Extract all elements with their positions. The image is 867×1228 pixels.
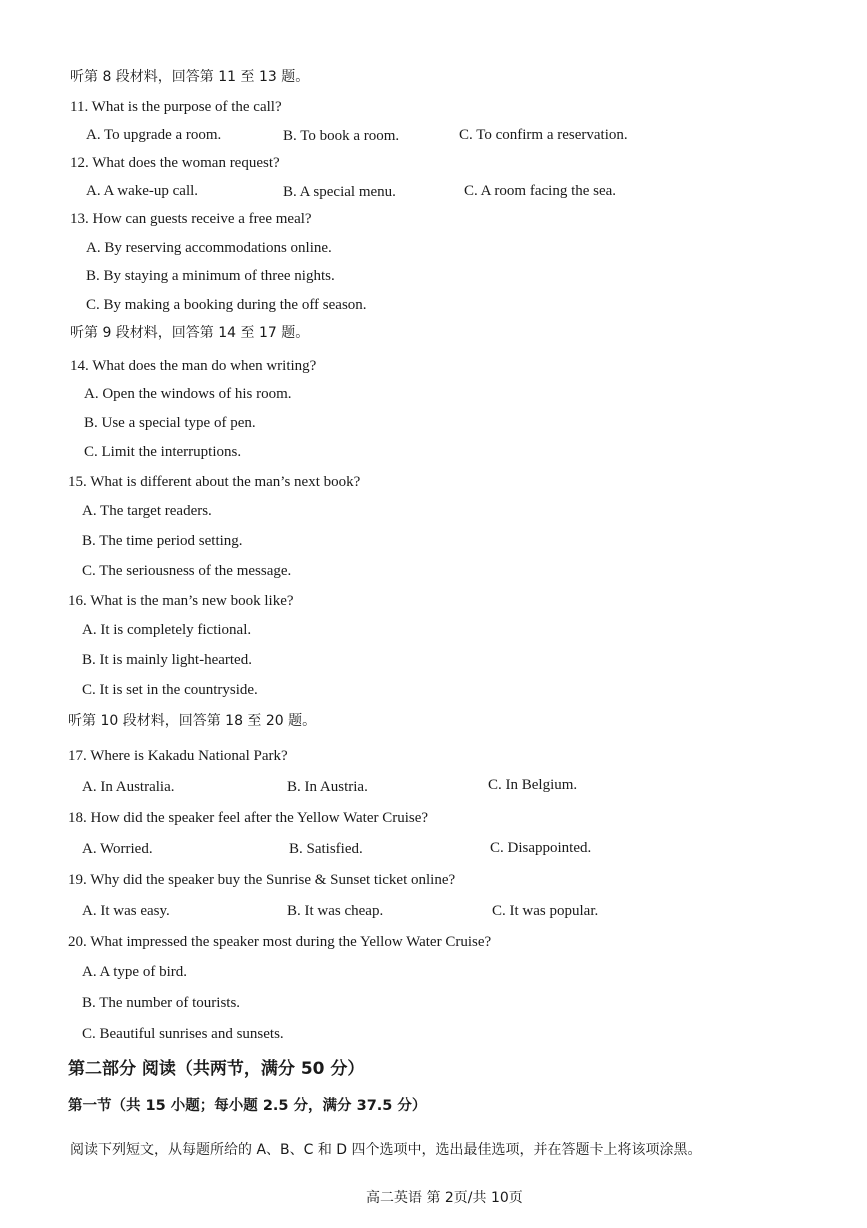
question-14-stem: 14. What does the man do when writing? xyxy=(70,358,317,374)
section-header-8: 听第 8 段材料，回答第 11 至 13 题。 xyxy=(70,69,310,85)
question-14-option-b: B. Use a special type of pen. xyxy=(84,415,256,431)
question-20-option-b: B. The number of tourists. xyxy=(82,995,241,1011)
question-14-option-c: C. Limit the interruptions. xyxy=(84,444,242,460)
part-two-heading: 第二部分 阅读（共两节，满分 50 分） xyxy=(68,1059,365,1079)
question-20-stem: 20. What impressed the speaker most during the Yellow Water Cruise? xyxy=(68,934,492,950)
question-15-option-c: C. The seriousness of the message. xyxy=(82,563,292,579)
question-18-option-c: C. Disappointed. xyxy=(490,840,592,856)
question-11-option-c: C. To confirm a reservation. xyxy=(459,127,628,143)
question-17-stem: 17. Where is Kakadu National Park? xyxy=(68,748,288,764)
question-12-option-c: C. A room facing the sea. xyxy=(464,183,617,199)
question-18-option-a: A. Worried. xyxy=(82,841,153,857)
question-19-option-a: A. It was easy. xyxy=(82,903,170,919)
question-19-option-b: B. It was cheap. xyxy=(287,903,384,919)
question-18-stem: 18. How did the speaker feel after the Yellow Water Cruise? xyxy=(68,810,429,826)
reading-instruction: 阅读下列短文，从每题所给的 A、B、C 和 D 四个选项中，选出最佳选项，并在答题卡上将该项涂黑。 xyxy=(70,1142,702,1158)
question-19-stem: 19. Why did the speaker buy the Sunrise & Sunset ticket online? xyxy=(68,872,456,888)
question-17-option-c: C. In Belgium. xyxy=(488,777,578,793)
question-15-stem: 15. What is different about the man’s next book? xyxy=(68,474,361,490)
question-15-option-a: A. The target readers. xyxy=(82,503,212,519)
question-20-option-a: A. A type of bird. xyxy=(82,964,187,980)
question-17-option-a: A. In Australia. xyxy=(82,779,175,795)
question-14-option-a: A. Open the windows of his room. xyxy=(84,386,292,402)
question-16-option-a: A. It is completely fictional. xyxy=(82,622,252,638)
question-17-option-b: B. In Austria. xyxy=(287,779,368,795)
question-16-stem: 16. What is the man’s new book like? xyxy=(68,593,294,609)
question-12-option-a: A. A wake-up call. xyxy=(86,183,199,199)
section-header-9: 听第 9 段材料，回答第 14 至 17 题。 xyxy=(70,325,310,341)
question-13-option-b: B. By staying a minimum of three nights. xyxy=(86,268,335,284)
page-footer: 高二英语 第 2页/共 10页 xyxy=(366,1190,523,1206)
question-11-option-a: A. To upgrade a room. xyxy=(86,127,222,143)
question-16-option-b: B. It is mainly light-hearted. xyxy=(82,652,252,668)
question-20-option-c: C. Beautiful sunrises and sunsets. xyxy=(82,1026,284,1042)
question-12-option-b: B. A special menu. xyxy=(283,184,396,200)
section-one-subheading: 第一节（共 15 小题；每小题 2.5 分，满分 37.5 分） xyxy=(68,1098,427,1114)
question-16-option-c: C. It is set in the countryside. xyxy=(82,682,258,698)
question-13-option-a: A. By reserving accommodations online. xyxy=(86,240,332,256)
question-12-stem: 12. What does the woman request? xyxy=(70,155,280,171)
question-11-stem: 11. What is the purpose of the call? xyxy=(70,99,282,115)
question-13-option-c: C. By making a booking during the off season. xyxy=(86,297,367,313)
question-18-option-b: B. Satisfied. xyxy=(289,841,363,857)
question-13-stem: 13. How can guests receive a free meal? xyxy=(70,211,312,227)
question-15-option-b: B. The time period setting. xyxy=(82,533,243,549)
question-19-option-c: C. It was popular. xyxy=(492,903,599,919)
section-header-10: 听第 10 段材料，回答第 18 至 20 题。 xyxy=(68,713,317,729)
question-11-option-b: B. To book a room. xyxy=(283,128,400,144)
